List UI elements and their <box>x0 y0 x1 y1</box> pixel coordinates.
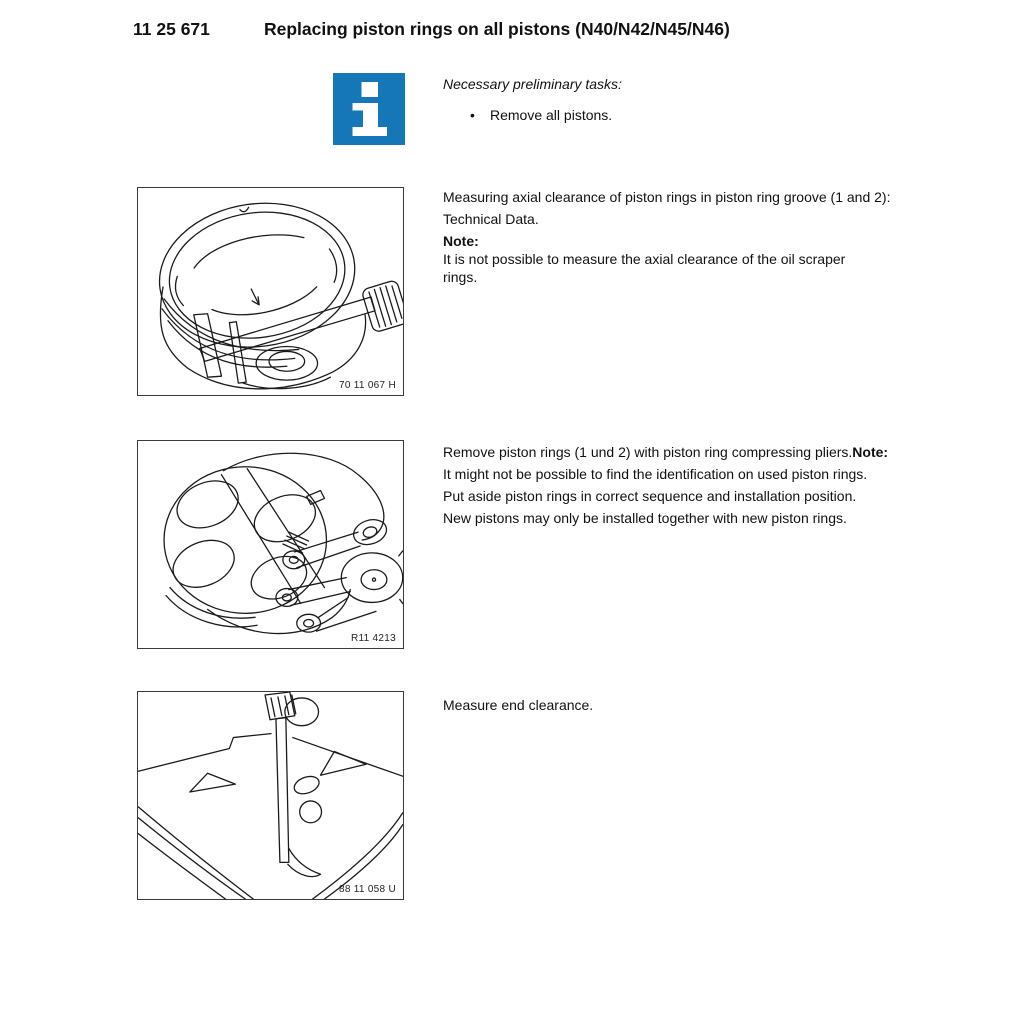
figure-label: R11 4213 <box>350 633 396 644</box>
piston-art <box>150 191 365 389</box>
paragraph: Measure end clearance. <box>443 697 594 713</box>
figure-label: 88 11 058 U <box>338 884 396 895</box>
section-axial-clearance-text <box>443 188 1021 290</box>
feeler-gauge-art <box>265 692 320 877</box>
figure-remove-rings <box>137 440 404 649</box>
paragraph: Put aside piston rings in correct sequence and installation position. <box>443 488 857 504</box>
paragraph <box>443 443 1021 461</box>
figure-end-clearance <box>137 691 404 900</box>
paragraph: Technical Data. <box>443 211 539 227</box>
list-item <box>443 106 622 124</box>
section-remove-rings-text <box>443 443 1021 531</box>
pliers-art <box>208 453 403 633</box>
bullet-icon: • <box>470 107 475 123</box>
note-label: Note: <box>443 233 479 249</box>
cylinder-bore-feeler-gauge-drawing <box>138 692 403 899</box>
list-item-text: Remove all pistons. <box>490 107 613 123</box>
paragraph: New pistons may only be installed together with new piston rings. <box>443 510 847 526</box>
page-heading <box>133 19 730 40</box>
info-icon <box>333 73 405 145</box>
preliminary-tasks-heading: Necessary preliminary tasks: <box>443 76 622 92</box>
info-icon-glyph <box>333 73 405 145</box>
note-label: Note: <box>852 444 889 460</box>
figure-label: 70 11 067 H <box>338 380 396 391</box>
figure-axial-clearance <box>137 187 404 396</box>
note-text: It might not be possible to find the identification on used piston rings. <box>443 466 868 482</box>
piston-ring-pliers-drawing <box>138 441 403 648</box>
preliminary-tasks-block <box>443 75 622 124</box>
document-number: 11 25 671 <box>133 19 210 39</box>
page-title: Replacing piston rings on all pistons (N40/N42/N45/N46) <box>264 19 730 39</box>
note-text: It is not possible to measure the axial clearance of the oil scraper rings. <box>443 251 846 285</box>
engine-block-art <box>138 734 402 899</box>
piston-feeler-gauge-drawing <box>138 188 403 395</box>
section-end-clearance-text <box>443 696 1021 718</box>
paragraph: Measuring axial clearance of piston rings in piston ring groove (1 and 2): <box>443 189 891 205</box>
paragraph-text: Remove piston rings (1 und 2) with piston ring compressing pliers. <box>443 444 853 460</box>
